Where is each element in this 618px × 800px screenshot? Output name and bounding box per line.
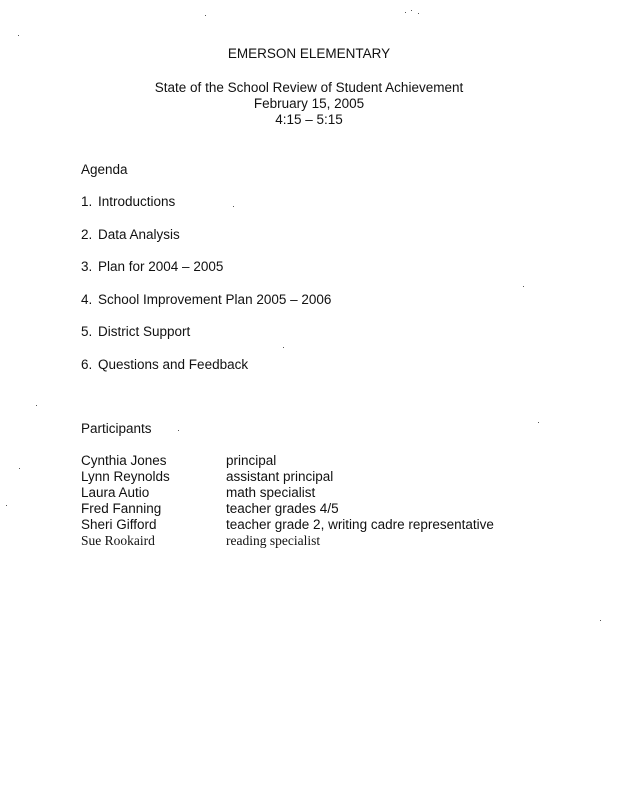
- scan-speck: [600, 620, 601, 621]
- agenda-list: [81, 194, 331, 389]
- agenda-item-label: Plan for 2004 – 2005: [98, 259, 224, 274]
- scan-speck: [6, 505, 7, 506]
- scan-speck: [18, 35, 19, 36]
- participants-heading: Participants: [81, 421, 152, 436]
- participant-role: math specialist: [226, 485, 316, 500]
- participant-role: reading specialist: [226, 533, 321, 548]
- participant-role: teacher grades 4/5: [226, 501, 339, 516]
- participant-role: assistant principal: [226, 469, 334, 484]
- scan-speck: [36, 405, 37, 406]
- agenda-item-label: Introductions: [98, 194, 176, 209]
- scan-speck: [523, 286, 524, 287]
- scan-speck: [411, 10, 412, 11]
- participants-list: [81, 453, 494, 549]
- agenda-item-number: 2.: [81, 226, 93, 242]
- agenda-heading: Agenda: [81, 162, 128, 177]
- participant-name: Lynn Reynolds: [81, 469, 170, 484]
- participant-name: Fred Fanning: [81, 501, 162, 516]
- agenda-item: [81, 324, 331, 357]
- agenda-item: [81, 259, 331, 292]
- scan-speck: [283, 347, 284, 348]
- meeting-time: 4:15 – 5:15: [275, 112, 343, 127]
- agenda-item-number: 5.: [81, 324, 93, 339]
- scan-speck: [405, 12, 406, 13]
- participant-name: Sue Rookaird: [81, 533, 155, 548]
- participant-role: principal: [226, 453, 277, 468]
- participant-name: Sheri Gifford: [81, 517, 157, 532]
- scan-speck: [205, 15, 206, 16]
- participant-row: [81, 501, 494, 517]
- meeting-date: February 15, 2005: [253, 96, 365, 111]
- scan-speck: [19, 468, 20, 469]
- participant-role: teacher grade 2, writing cadre representative: [226, 517, 494, 532]
- participant-name: Laura Autio: [81, 485, 150, 500]
- agenda-item-number: 1.: [81, 194, 93, 209]
- agenda-item: [81, 194, 331, 227]
- review-title: State of the School Review of Student Achievement: [154, 80, 464, 95]
- participant-row: [81, 485, 494, 501]
- participant-row: [81, 533, 494, 549]
- agenda-item-number: 3.: [81, 259, 93, 274]
- agenda-item-number: 6.: [81, 356, 93, 372]
- scan-speck: [538, 422, 539, 423]
- school-name: EMERSON ELEMENTARY: [227, 46, 391, 61]
- agenda-item-label: School Improvement Plan 2005 – 2006: [98, 291, 332, 307]
- agenda-item-number: 4.: [81, 291, 93, 307]
- participant-row: [81, 453, 494, 469]
- scan-speck: [418, 13, 419, 14]
- agenda-item: [81, 357, 331, 390]
- agenda-item-label: Questions and Feedback: [98, 356, 249, 372]
- participant-row: [81, 469, 494, 485]
- agenda-item-label: Data Analysis: [98, 226, 180, 242]
- scan-speck: [178, 430, 179, 431]
- agenda-item: [81, 227, 331, 260]
- participant-row: [81, 517, 494, 533]
- agenda-item-label: District Support: [98, 324, 191, 339]
- scan-speck: [233, 206, 234, 207]
- agenda-item: [81, 292, 331, 325]
- participant-name: Cynthia Jones: [81, 453, 167, 468]
